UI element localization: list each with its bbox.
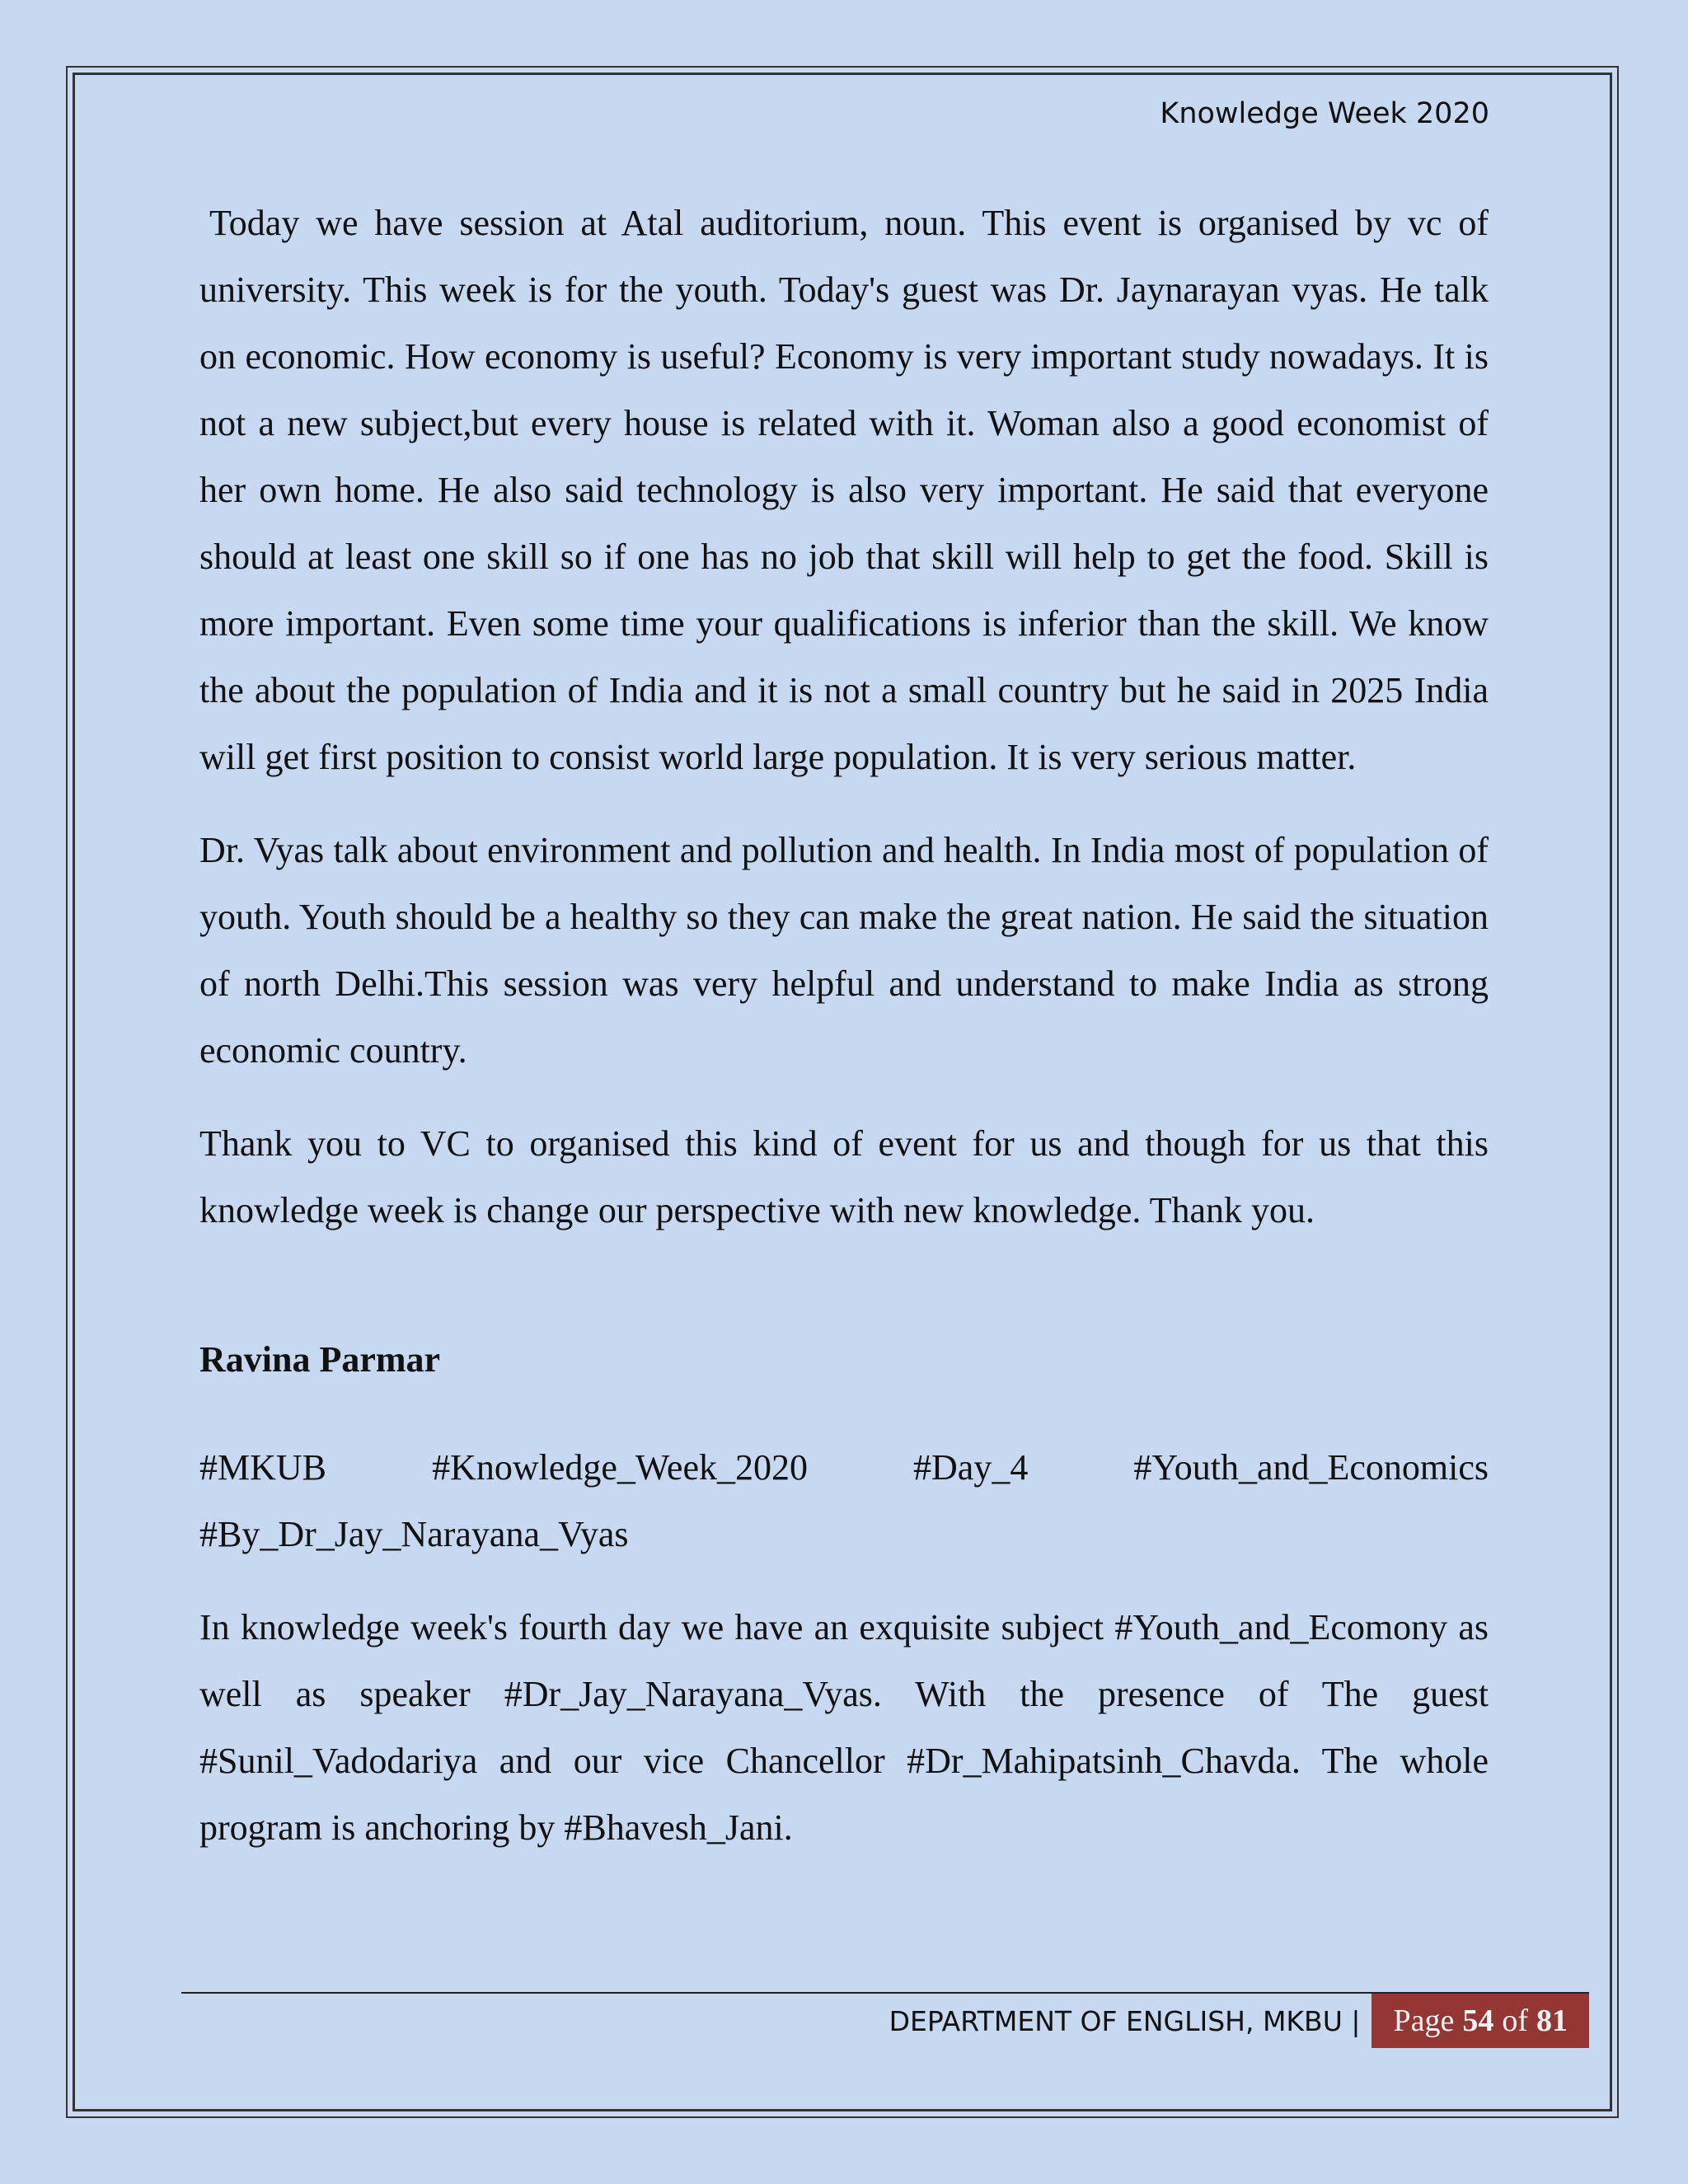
footer-department: DEPARTMENT OF ENGLISH, MKBU |: [889, 2004, 1361, 2037]
body-paragraph-1: Today we have session at Atal auditorium, noun. This event is organised by vc of university. This week is for the youth. Today's guest was Dr. Jaynarayan vyas. He talk on economic. How economy is useful? Economy is very important study nowadays. It is not a new subject,but every house is related with it. Woman also a good economist of her own home. He also said technology is also very important. He said that everyone should at least one skill so if one has no job that skill will help to get the food. Skill is more important. Even some time your qualifications is inferior than the skill. We know the about the population of India and it is not a small country but he said in 2025 India will get first position to consist world large population. It is very serious matter.: [199, 203, 1489, 777]
hashtags-line: #MKUB #Knowledge_Week_2020 #Day_4 #Youth_and_Economics #By_Dr_Jay_Narayana_Vyas: [199, 1447, 1489, 1554]
page-number-box: [1372, 1994, 1589, 2048]
body-paragraph-2: Dr. Vyas talk about environment and pollution and health. In India most of population of youth. Youth should be a healthy so they can make the great nation. He said the situation of north Delhi.This session was very helpful and understand to make India as strong economic country.: [199, 830, 1489, 1071]
page-label: Page: [1393, 2004, 1455, 2038]
page-content: [199, 190, 1489, 1887]
total-pages: 81: [1536, 2004, 1568, 2038]
page-number: 54: [1462, 2004, 1494, 2038]
page-footer: [889, 1994, 1589, 2048]
running-header: Knowledge Week 2020: [1160, 97, 1489, 130]
body-paragraph-3: Thank you to VC to organised this kind of event for us and though for us that this knowledge week is change our perspective with new knowledge. Thank you.: [199, 1123, 1489, 1230]
of-label: of: [1502, 2004, 1528, 2038]
author-name: Ravina Parmar: [199, 1339, 441, 1380]
closing-paragraph: In knowledge week's fourth day we have an exquisite subject #Youth_and_Ecomony as well as speaker #Dr_Jay_Narayana_Vyas. With the presence of The guest #Sunil_Vadodariya and our vice Chancellor #Dr_Mahipatsinh_Chavda. The whole program is anchoring by #Bhavesh_Jani.: [199, 1607, 1489, 1848]
